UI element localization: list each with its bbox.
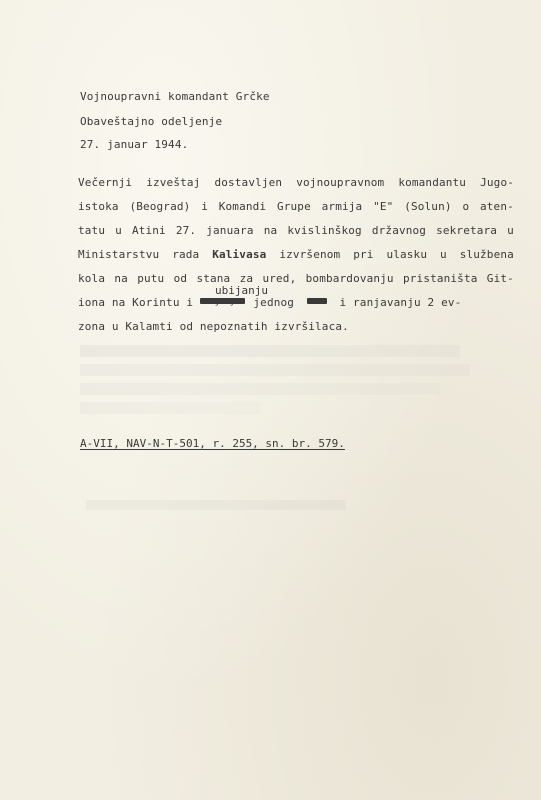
struck-word: ubijanjem [199,297,245,306]
word: pristaništa [403,272,478,285]
word: 27. [175,224,197,237]
body-line-5 [78,272,514,285]
body-line-3 [78,224,514,237]
word: istoka [78,200,119,213]
word: u [115,224,122,237]
word: izveštaj [146,176,201,189]
word: armija [321,200,363,213]
word: kola [78,272,106,285]
word: "E" [373,200,394,213]
word: od [173,272,188,285]
word: (Beograd) [129,200,191,213]
word: Atini [131,224,166,237]
show-through-text [80,345,480,415]
word: Jugo- [480,176,514,189]
word: ured, [262,272,297,285]
word: državnog [371,224,427,237]
word: aten- [480,200,514,213]
word: januara [206,224,254,237]
body-line-7: zona u Kalamti od nepoznatih izvršilaca. [78,320,349,333]
word: službena [459,248,514,261]
body-line-1 [78,176,514,189]
word: Kalivasa [212,248,267,261]
word: na [263,224,278,237]
word: kvislinškog [287,224,362,237]
word: na [114,272,128,285]
line-segment: iona na Korintu i [78,296,194,309]
archive-reference: A-VII, NAV-N-T-501, r. 255, sn. br. 579. [80,437,345,450]
word: pri [353,248,374,261]
word: (Solun) [404,200,452,213]
body-line-6 [78,296,461,309]
word: sekretara [436,224,498,237]
word: komandantu [398,176,467,189]
word: u [440,248,447,261]
struck-word: Grka [306,297,327,306]
insertion-text: ubijanju [215,284,268,297]
word: ulasku [386,248,428,261]
word: tatu [78,224,106,237]
word: o [462,200,470,213]
header-department: Obaveštajno odeljenje [80,115,223,128]
body-line-4 [78,248,514,261]
header-date: 27. januar 1944. [80,138,189,151]
show-through-reference [86,500,346,510]
header-office: Vojnoupravni komandant Grčke [80,90,270,103]
word: u [507,224,514,237]
line-segment: i ranjavanju 2 ev- [339,296,462,309]
word: Grupe [276,200,311,213]
word: bombardovanju [305,272,394,285]
word: Komandi [218,200,267,213]
word: za [239,272,254,285]
word: vojnoupravnom [296,176,385,189]
word: Večernji [78,176,133,189]
word: dostavljen [214,176,283,189]
word: Ministarstvu [78,248,160,261]
word: izvršenom [279,248,341,261]
word: putu [137,272,165,285]
body-line-2 [78,200,514,213]
word: rada [172,248,200,261]
word: Git- [486,272,514,285]
word: stana [196,272,231,285]
word: i [201,200,208,213]
line-segment: jednog [253,296,295,309]
